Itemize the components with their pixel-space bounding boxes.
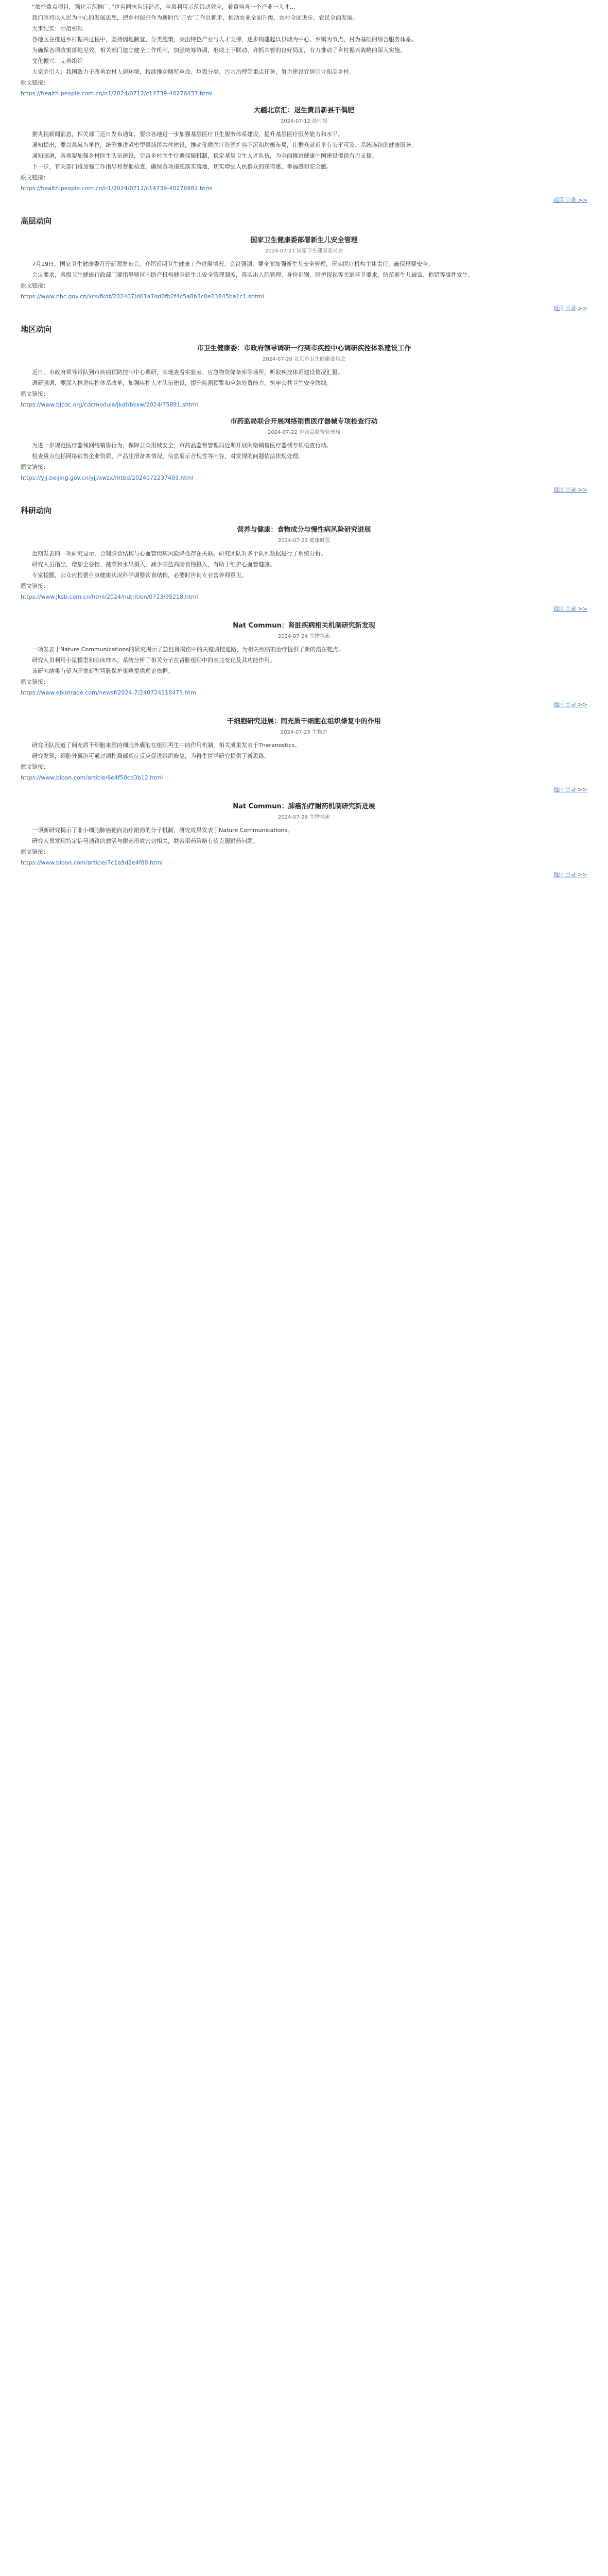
research-article <box>21 525 587 614</box>
source-label: 原文链接： <box>21 174 49 181</box>
source-link[interactable]: https://www.ebiotrade.com/newsf/2024-7/240724118473.htm <box>21 689 196 696</box>
article-title: Nat Commun：肾脏疾病相关机制研究新发现 <box>233 622 375 630</box>
research-article <box>21 802 587 879</box>
source-label: 原文链接： <box>21 679 49 685</box>
back-to-toc-link[interactable]: 返回目录 >> <box>553 871 587 878</box>
article-paragraph: 一项发表于Nature Communications的研究揭示了急性肾损伤中的关键调控通路，为相关疾病的治疗提供了新的潜在靶点。 <box>32 646 344 653</box>
source-link[interactable]: https://www.bioon.com/article/7c1a9d2e4f88.html <box>21 859 163 866</box>
article-paragraph: 研究人员利用小鼠模型和临床样本，系统分析了相关分子在肾脏组织中的表达变化及其功能作用。 <box>32 657 275 664</box>
article-1 <box>21 106 587 205</box>
article-paragraph: 据央视新闻消息，相关部门近日发布通知，要求各地进一步加强基层医疗卫生服务体系建设，提升基层医疗服务能力和水平。 <box>32 131 343 138</box>
article-paragraph: 7月19日，国家卫生健康委召开新闻发布会，介绍近期卫生健康工作进展情况。会议强调，要全面加强新生儿安全管理，压实医疗机构主体责任，确保母婴安全。 <box>32 261 433 267</box>
local-article <box>21 417 587 495</box>
article-title: 市卫生健康委：市政府领导调研一行到市疾控中心调研疾控体系建设工作 <box>197 345 411 352</box>
article-paragraph: 会议要求，各级卫生健康行政部门要指导辖区内助产机构健全新生儿安全管理制度，落实出入院管理、身份识别、陪护探视等关键环节要求，防范新生儿被盗、抱错等事件发生。 <box>32 272 474 278</box>
article-date: 2024-07-24 生物探索 <box>277 634 331 639</box>
section-heading-policy: 高层动向 <box>21 216 52 226</box>
article-paragraph: 下一步，有关部门将加强工作指导和督促检查，确保各项措施落实落地，切实增强人民群众的获得感、幸福感和安全感。 <box>32 163 332 170</box>
source-label: 原文链接： <box>21 764 49 770</box>
article-paragraph: 通知强调，各地要加强乡村医生队伍建设，完善乡村医生待遇保障机制，稳定基层卫生人才队伍，为全面推进健康中国建设提供有力支撑。 <box>32 152 377 159</box>
article-paragraph: 调研强调，要深入推进疾控体系改革，加强疾控人才队伍建设，提升监测预警和应急处置能力，筑牢公共卫生安全防线。 <box>32 380 332 386</box>
article-title: Nat Commun：肺癌治疗耐药机制研究新进展 <box>233 803 375 810</box>
article-paragraph: 近日，市政府领导带队到市疾病预防控制中心调研，实地查看实验室、应急物资储备库等场所，听取疾控体系建设情况汇报。 <box>32 369 343 376</box>
source-label: 原文链接： <box>21 464 49 470</box>
article-paragraph: 专家提醒，公众应根据自身健康状况科学调整饮食结构，必要时咨询专业营养师意见。 <box>32 572 247 579</box>
source-label: 原文链接： <box>21 282 49 289</box>
article-paragraph: 检查重点包括网络销售企业资质、产品注册备案情况、信息展示合规性等内容，对发现的问题依法依规处理。 <box>32 453 304 460</box>
source-link[interactable]: https://www.bioon.com/article/6e4f50cd3b12.html <box>21 774 163 781</box>
section-heading-local: 地区动向 <box>21 325 52 334</box>
local-article <box>21 344 587 410</box>
article-date: 2024-07-25 生物谷 <box>280 730 328 735</box>
article-date: 2024-07-23 健康时报 <box>277 538 331 544</box>
source-label: 原文链接： <box>21 79 49 86</box>
article-paragraph: 研究人员指出，增加全谷物、蔬菜和水果摄入，减少高盐高脂食物摄入，有助于维护心血管健康。 <box>32 561 275 568</box>
intro-subheading: 文化振兴：完善组织 <box>32 58 83 64</box>
back-to-toc-link[interactable]: 返回目录 >> <box>553 701 587 708</box>
article-paragraph: 为进一步规范医疗器械网络销售行为，保障公众用械安全，市药品监督管理局近期开展网络销售医疗器械专项检查行动。 <box>32 442 332 449</box>
policy-article <box>21 235 587 313</box>
source-line <box>21 78 587 88</box>
source-link[interactable]: https://yjj.beijing.gov.cn/yjj/xwzx/mtbd/2024072237493.html <box>21 474 194 481</box>
article-title: 大疆北京汇：退生黄昌新县不偶肥 <box>253 107 354 114</box>
article-paragraph: 通知提出，要以县域为单位，统筹推进紧密型县域医共体建设，推动优质医疗资源扩容下沉和均衡布局，让群众就近享有公平可及、系统连续的健康服务。 <box>32 142 417 148</box>
intro-subheading: 大事纪实：示范引领 <box>32 25 83 32</box>
back-to-toc-link[interactable]: 返回目录 >> <box>553 486 587 493</box>
article-paragraph: 研究人员发现特定信号通路的激活与耐药形成密切相关，联合用药策略有望克服耐药问题。 <box>32 838 258 844</box>
source-link[interactable]: https://www.bjcdc.org/cdcmodule/jkdt/bsxw/2024/75891.shtml <box>21 401 198 408</box>
article-paragraph: 研究团队报道了间充质干细胞来源的细胞外囊泡在组织再生中的作用机制，相关成果发表于Theranostics。 <box>32 742 301 749</box>
article-paragraph: 研究发现，细胞外囊泡可通过调控局部炎症反应促进组织修复，为再生医学研究提供了新思路。 <box>32 753 270 759</box>
source-label: 原文链接： <box>21 391 49 397</box>
newsletter-page <box>0 0 608 887</box>
article-title: 营养与健康：食物成分与慢性病风险研究进展 <box>237 526 371 534</box>
intro-paragraph: 大家庭引入：我国致力于改善农村人居环境，持续推动厕所革命、垃圾分类、污水治理等重点任务，努力建设宜居宜业和美乡村。 <box>32 69 355 75</box>
section-heading-research: 科研动向 <box>21 506 52 515</box>
back-to-toc-link[interactable]: 返回目录 >> <box>553 197 587 204</box>
intro-paragraph: 我们坚持以人民为中心的发展思想，把乡村振兴作为新时代‘三农’工作总抓手，推动农业全面升级、农村全面进步、农民全面发展。 <box>32 14 358 21</box>
article-date: 2024-07-21 国家卫生健康委员会 <box>265 248 343 254</box>
article-paragraph: 该研究结果有望为开发新型肾脏保护策略提供理论依据。 <box>32 668 173 674</box>
article-title: 市药监局联合开展网络销售医疗器械专项检查行动 <box>230 418 378 426</box>
intro-paragraph: 各地区在推进乡村振兴过程中，坚持因地制宜、分类施策，突出特色产业与人才支撑，逐步构建起以县城为中心、乡镇为节点、村为基础的综合服务体系。 <box>32 36 417 43</box>
article-title: 干细胞研究进展：间充质干细胞在组织修复中的作用 <box>227 718 381 725</box>
back-to-toc-link[interactable]: 返回目录 >> <box>553 305 587 312</box>
article-date: 2024-07-26 生物探索 <box>277 815 331 820</box>
research-article <box>21 621 587 709</box>
article-date: 2024-07-20 北京市卫生健康委员会 <box>262 357 346 362</box>
source-link[interactable]: https://health.people.com.cn/n1/2024/0712/c14739-40276982.html <box>21 185 213 192</box>
back-to-toc-link[interactable]: 返回目录 >> <box>553 605 587 612</box>
article-title: 国家卫生健康委部署新生儿安全管理 <box>250 236 358 244</box>
source-label: 原文链接： <box>21 583 49 589</box>
intro-block <box>21 2 587 98</box>
source-link[interactable]: https://www.jksb.com.cn/html/2024/nutrition/0723/95218.html <box>21 594 198 600</box>
research-article <box>21 717 587 794</box>
source-link[interactable]: https://www.nhc.gov.cn/xcs/fkdt/202407/d61a7dd0fb2f4c5a8b3c0e23845ba1c1.shtml <box>21 293 264 300</box>
intro-paragraph: “依托重点项目，强化示范推广。”这名同志告诉记者，全县利用示范带动效应，着重培育一个产业一人才… <box>32 4 296 10</box>
article-paragraph: 一项新研究揭示了非小细胞肺癌靶向治疗耐药的分子机制，研究成果发表于Nature Communications。 <box>32 827 293 834</box>
source-label: 原文链接： <box>21 849 49 855</box>
article-date: 2024-07-22 市药品监督管理局 <box>267 430 341 435</box>
back-to-toc-link[interactable]: 返回目录 >> <box>553 786 587 793</box>
source-link[interactable]: https://health.people.com.cn/n1/2024/0712/c14739-40276437.html <box>21 90 213 97</box>
article-date: 2024-07-12 晨时晨 <box>280 118 328 124</box>
intro-paragraph: 为确保各项政策落地见效，相关部门建立健全工作机制，加强统筹协调，形成上下联动、齐抓共管的良好局面，有力推动了乡村振兴战略的深入实施。 <box>32 47 406 54</box>
article-paragraph: 近期发表的一项研究显示，合理膳食结构与心血管疾病风险降低存在关联。研究团队对多个队列数据进行了系统分析。 <box>32 550 326 557</box>
